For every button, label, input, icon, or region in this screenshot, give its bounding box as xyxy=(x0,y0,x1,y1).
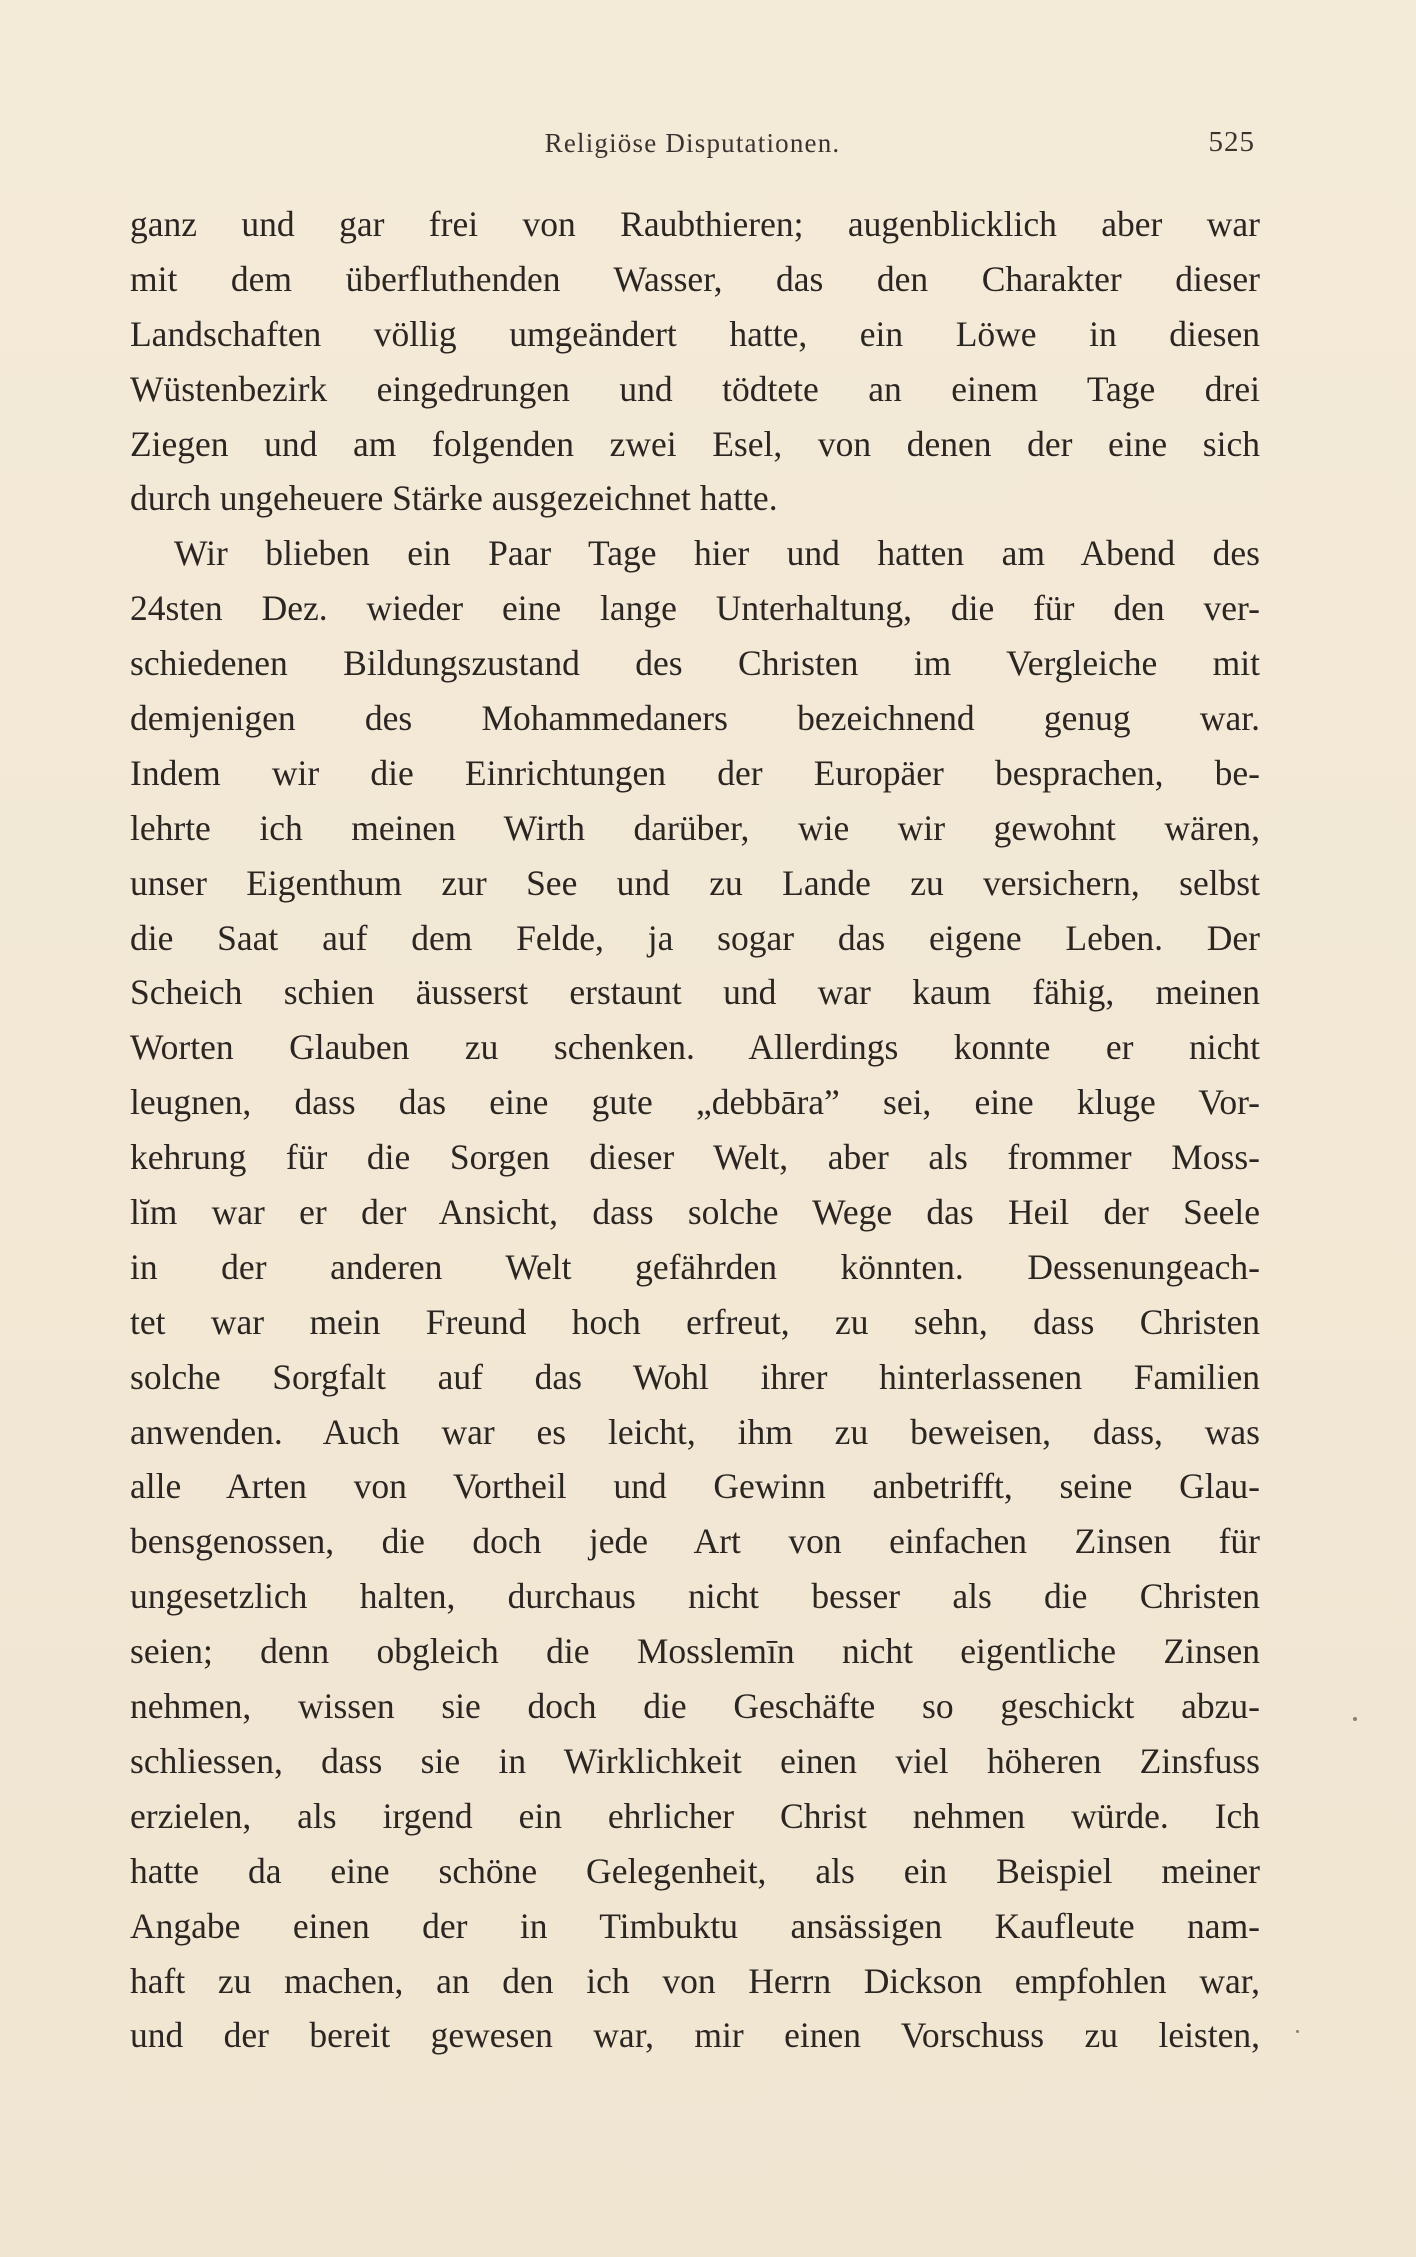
text-line: tet war mein Freund hoch erfreut, zu sehn, dass Christen xyxy=(130,1301,1260,1342)
text-line: Worten Glauben zu schenken. Allerdings konnte er nicht xyxy=(130,1027,1260,1068)
text-line: schliessen, dass sie in Wirklichkeit einen viel höheren Zinsfuss xyxy=(130,1740,1260,1781)
text-line: leugnen, dass das eine gute „debbāra” sei, eine kluge Vor- xyxy=(130,1082,1260,1123)
text-line: Wüstenbezirk eingedrungen und tödtete an einem Tage drei xyxy=(130,368,1260,409)
text-line: unser Eigenthum zur See und zu Lande zu versichern, selbst xyxy=(130,862,1260,903)
text-line: durch ungeheuere Stärke ausgezeichnet hatte. xyxy=(130,478,778,519)
text-line: seien; denn obgleich die Mosslemīn nicht eigentliche Zinsen xyxy=(130,1631,1260,1672)
text-line: ungesetzlich halten, durchaus nicht besser als die Christen xyxy=(130,1576,1260,1617)
text-line: solche Sorgfalt auf das Wohl ihrer hinterlassenen Familien xyxy=(130,1356,1260,1397)
paper-speck xyxy=(1353,1717,1357,1721)
text-line: Angabe einen der in Timbuktu ansässigen Kaufleute nam- xyxy=(130,1905,1260,1946)
text-line: alle Arten von Vortheil und Gewinn anbetrifft, seine Glau- xyxy=(130,1466,1260,1507)
text-line: ganz und gar frei von Raubthieren; augenblicklich aber war xyxy=(130,204,1260,244)
text-line: Wir blieben ein Paar Tage hier und hatten am Abend des xyxy=(174,533,1260,574)
text-line: erzielen, als irgend ein ehrlicher Christ nehmen würde. Ich xyxy=(130,1795,1260,1836)
page-number: 525 xyxy=(1208,126,1255,158)
running-title: Religiöse Disputationen. xyxy=(544,128,841,158)
text-line: schiedenen Bildungszustand des Christen im Vergleiche mit xyxy=(130,643,1260,684)
text-line: Landschaften völlig umgeändert hatte, ein Löwe in diesen xyxy=(130,313,1260,354)
text-line: hatte da eine schöne Gelegenheit, als ein Beispiel meiner xyxy=(130,1850,1260,1891)
text-line: Indem wir die Einrichtungen der Europäer besprachen, be- xyxy=(130,752,1260,793)
text-line: mit dem überfluthenden Wasser, das den Charakter dieser xyxy=(130,258,1260,299)
body-text xyxy=(130,197,1260,2063)
text-line: in der anderen Welt gefährden könnten. Dessenungeach- xyxy=(130,1246,1260,1287)
text-line: haft zu machen, an den ich von Herrn Dickson empfohlen war, xyxy=(130,1960,1260,2001)
text-line: 24sten Dez. wieder eine lange Unterhaltung, die für den ver- xyxy=(130,588,1260,629)
text-line: die Saat auf dem Felde, ja sogar das eigene Leben. Der xyxy=(130,917,1260,958)
text-line: kehrung für die Sorgen dieser Welt, aber als frommer Moss- xyxy=(130,1137,1260,1178)
text-line: und der bereit gewesen war, mir einen Vorschuss zu leisten, xyxy=(130,2015,1260,2056)
text-line: anwenden. Auch war es leicht, ihm zu beweisen, dass, was xyxy=(130,1411,1260,1452)
text-line: lehrte ich meinen Wirth darüber, wie wir gewohnt wären, xyxy=(130,807,1260,848)
text-line: lĭm war er der Ansicht, dass solche Wege das Heil der Seele xyxy=(130,1192,1260,1233)
text-line: nehmen, wissen sie doch die Geschäfte so geschickt abzu- xyxy=(130,1686,1260,1727)
text-line: Scheich schien äusserst erstaunt und war kaum fähig, meinen xyxy=(130,972,1260,1013)
paper-speck xyxy=(1296,2030,1299,2033)
text-line: Ziegen und am folgenden zwei Esel, von denen der eine sich xyxy=(130,423,1260,464)
text-line: bensgenossen, die doch jede Art von einfachen Zinsen für xyxy=(130,1521,1260,1562)
page-header xyxy=(130,118,1255,168)
text-line: demjenigen des Mohammedaners bezeichnend genug war. xyxy=(130,698,1260,739)
